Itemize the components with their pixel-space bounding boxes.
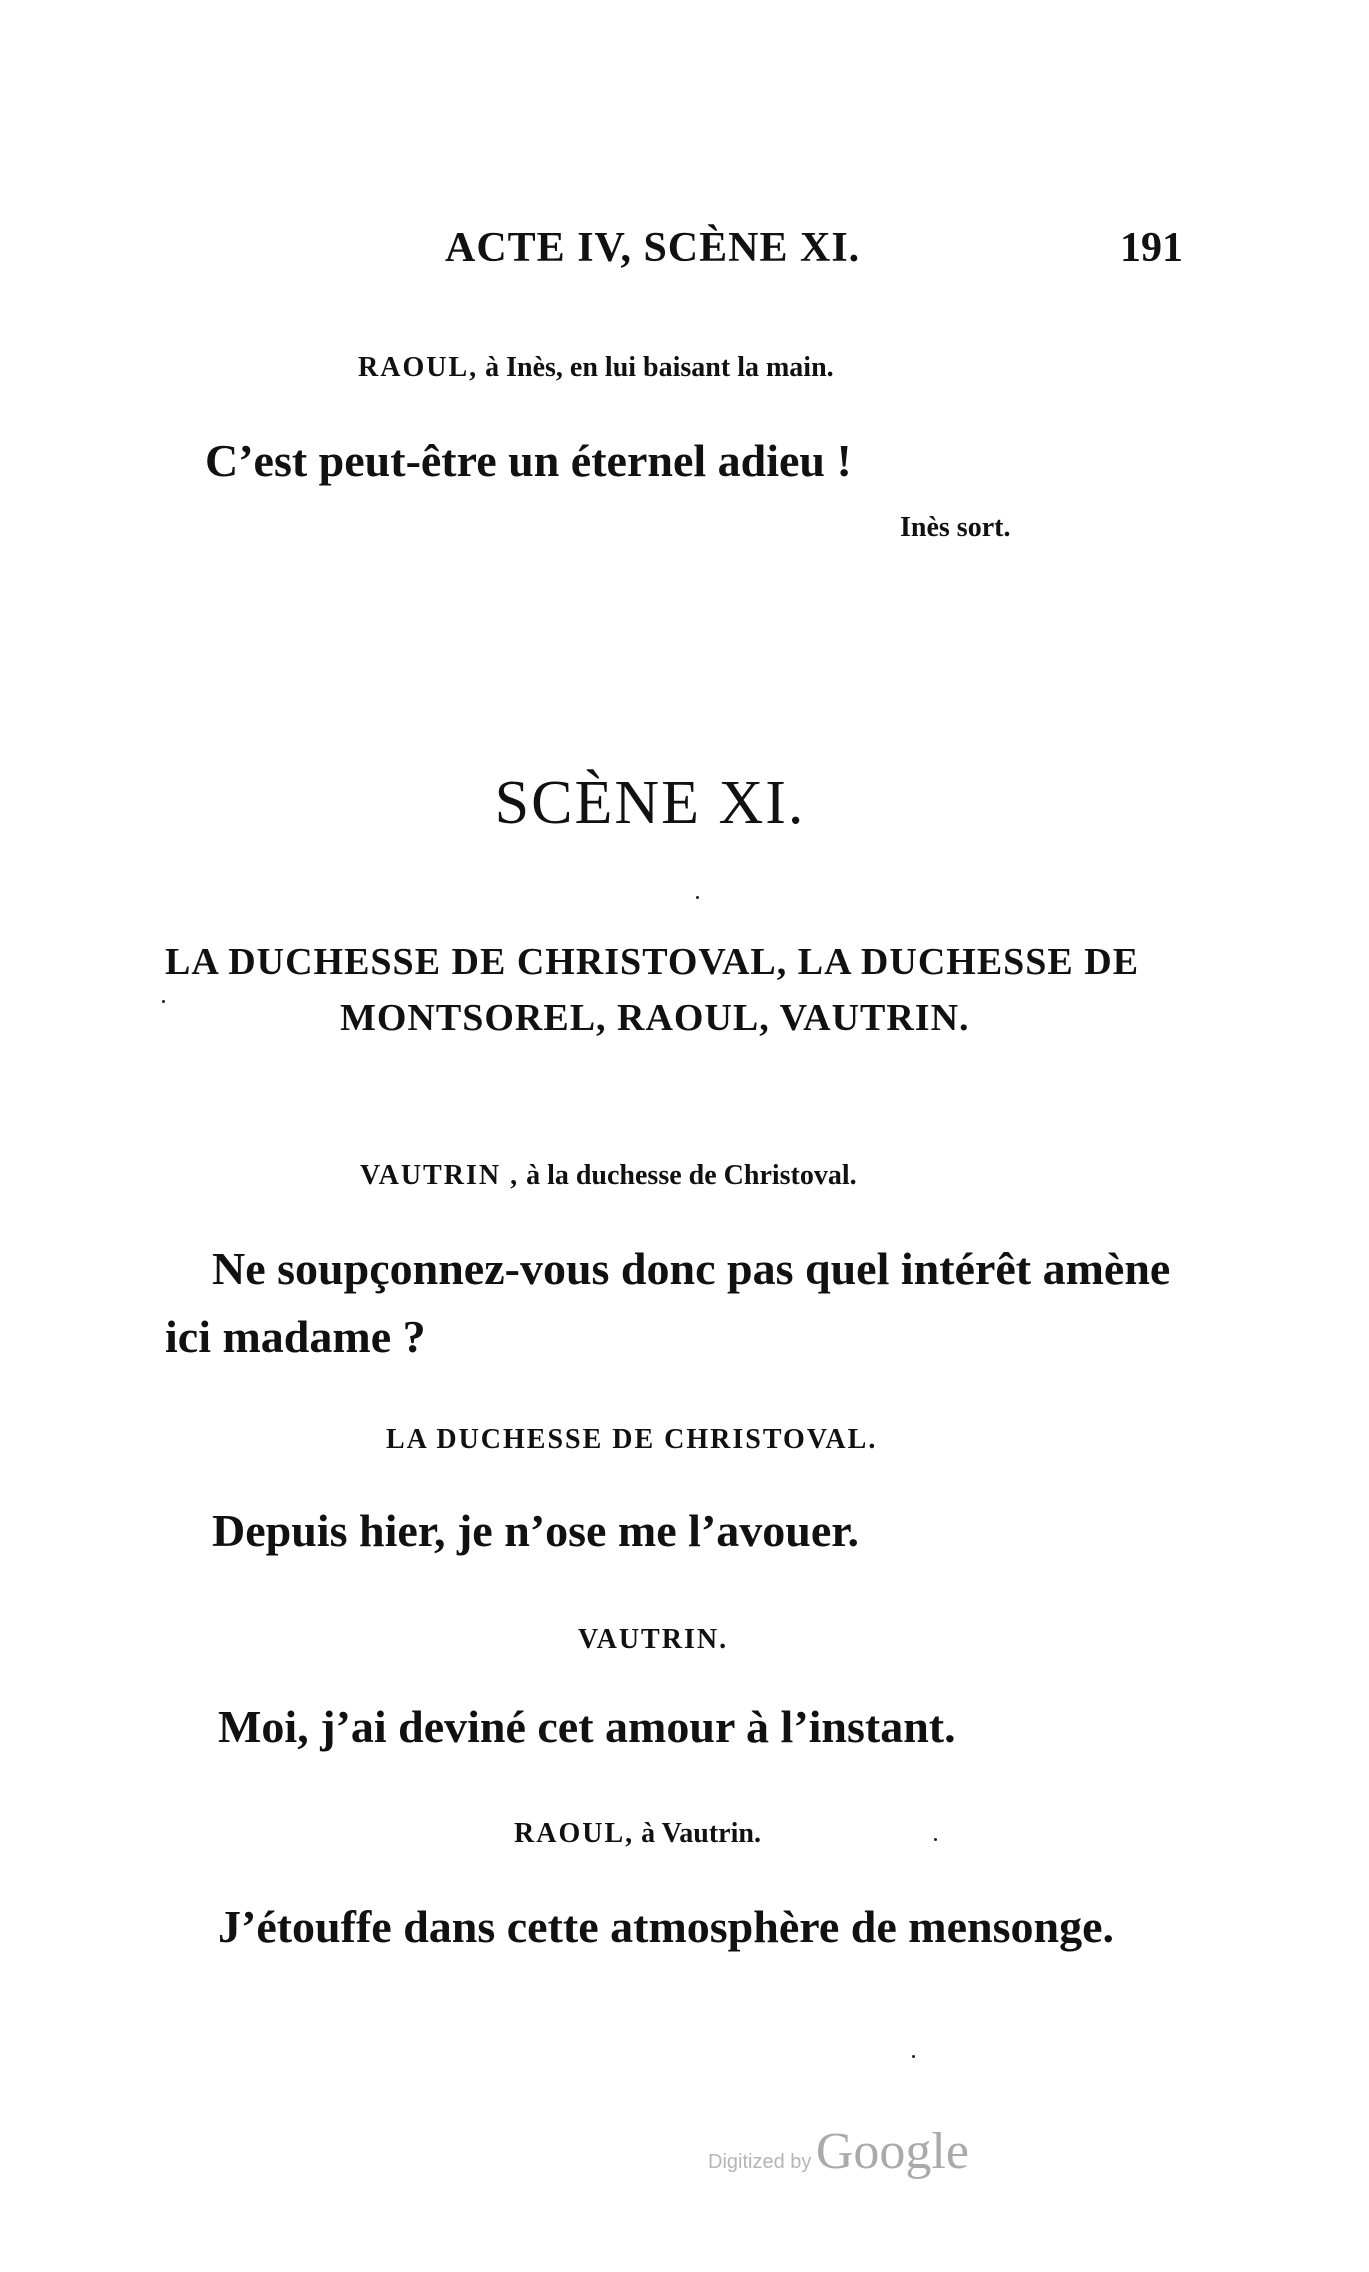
speaker-name: VAUTRIN , [360, 1160, 520, 1191]
dialogue-line: ici madame ? [165, 1311, 426, 1362]
dialogue-line: Ne soupçonnez-vous donc pas quel intérêt amène [212, 1243, 1171, 1294]
speaker-vautrin-2 [578, 1624, 728, 1656]
running-head: ACTE IV, SCÈNE XI. [445, 225, 861, 271]
dialogue-line: Depuis hier, je n’ose me l’avouer. [212, 1505, 859, 1556]
speaker-direction: à la duchesse de Christoval. [526, 1160, 857, 1191]
cast-list-line-2: MONTSOREL, RAOUL, VAUTRIN. [340, 997, 970, 1039]
dialogue-line: J’étouffe dans cette atmosphère de mensonge. [218, 1901, 1114, 1952]
digitized-by-google-watermark [708, 2122, 969, 2181]
watermark-prefix: Digitized by [708, 2151, 812, 2173]
scene-title: SCÈNE XI. [494, 769, 806, 837]
speaker-vautrin-1 [360, 1160, 857, 1192]
dialogue-line: Moi, j’ai deviné cet amour à l’instant. [218, 1701, 956, 1752]
speaker-raoul-bottom [514, 1818, 761, 1850]
dialogue-line-adieu: C’est peut-être un éternel adieu ! [205, 435, 852, 486]
speaker-name: RAOUL, [358, 352, 479, 383]
scan-speck [696, 896, 699, 899]
scan-speck [162, 1000, 165, 1003]
scan-speck [934, 1838, 937, 1841]
speaker-direction: à Inès, en lui baisant la main. [485, 352, 834, 383]
speaker-name: RAOUL, [514, 1818, 635, 1849]
cast-list-line-1: LA DUCHESSE DE CHRISTOVAL, LA DUCHESSE DE [165, 941, 1140, 983]
google-logo: Google [815, 2123, 969, 2180]
speaker-duchesse-christoval [386, 1424, 877, 1456]
scan-speck [912, 2055, 915, 2058]
speaker-raoul-top [358, 352, 834, 384]
stage-direction-exit: Inès sort. [900, 512, 1011, 543]
speaker-direction: à Vautrin. [641, 1818, 761, 1849]
speaker-name: LA DUCHESSE DE CHRISTOVAL. [386, 1424, 878, 1455]
speaker-name: VAUTRIN. [578, 1624, 729, 1655]
page-number: 191 [1120, 225, 1183, 271]
